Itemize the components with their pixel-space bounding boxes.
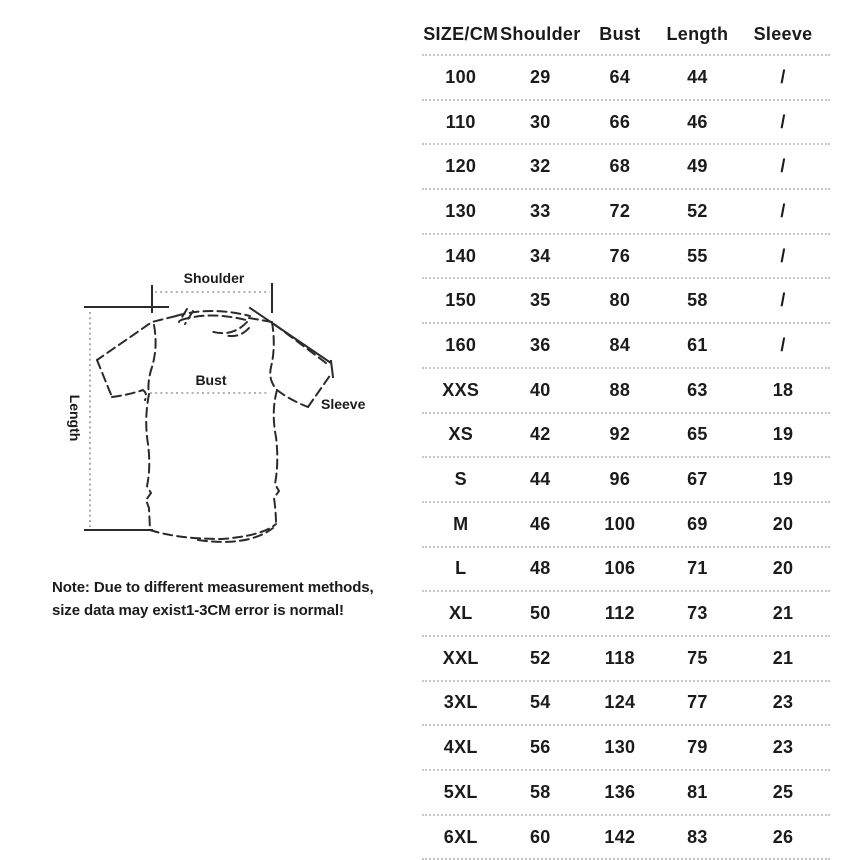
value-cell: 44 [530, 469, 551, 490]
value-cell: / [780, 334, 786, 355]
right-sleeve-bottom [277, 390, 308, 407]
collar-front-dip [210, 322, 247, 333]
value-cell: 29 [530, 66, 551, 87]
value-cell: 68 [609, 156, 631, 177]
value-cell: 106 [604, 558, 636, 579]
value-cell: 54 [530, 692, 551, 713]
table-row [422, 682, 830, 727]
value-cell: / [780, 290, 786, 311]
value-cell: 66 [609, 111, 631, 132]
value-cell: 50 [530, 603, 551, 624]
value-cell: 55 [687, 245, 708, 266]
size-table [422, 14, 830, 860]
value-cell: 56 [530, 737, 551, 758]
value-cell: 46 [530, 513, 551, 534]
value-cell: 21 [772, 647, 794, 668]
value-cell: 26 [772, 826, 794, 847]
value-cell: 58 [530, 781, 551, 802]
size-cell: 160 [445, 334, 477, 355]
value-cell: 23 [772, 737, 794, 758]
value-cell: 64 [609, 66, 631, 87]
table-row [422, 414, 830, 459]
size-cell: XL [448, 603, 473, 624]
bust-label: Bust [195, 372, 227, 388]
table-row [422, 145, 830, 190]
header-cell-shoulder: Shoulder [500, 23, 581, 44]
value-cell: 79 [687, 737, 708, 758]
size-cell: S [454, 469, 467, 490]
value-cell: 130 [604, 737, 636, 758]
value-cell: / [780, 111, 786, 132]
left-sleeve-bottom [112, 390, 146, 400]
value-cell: 61 [687, 334, 708, 355]
value-cell: 19 [772, 424, 794, 445]
value-cell: 136 [604, 781, 636, 802]
right-body-side [274, 390, 279, 524]
size-cell: 4XL [443, 737, 478, 758]
left-body-side [146, 394, 151, 530]
value-cell: 112 [604, 603, 635, 624]
size-cell: 110 [445, 111, 476, 132]
value-cell: 81 [687, 781, 708, 802]
value-cell: / [780, 156, 786, 177]
value-cell: 142 [604, 826, 636, 847]
left-armhole-seam [148, 325, 155, 394]
measurement-note [52, 576, 412, 622]
value-cell: 42 [530, 424, 551, 445]
value-cell: 60 [530, 826, 551, 847]
table-row [422, 458, 830, 503]
value-cell: 49 [687, 156, 708, 177]
value-cell: 92 [609, 424, 631, 445]
table-row [422, 324, 830, 369]
sleeve-measure-line [250, 308, 333, 377]
table-body [422, 56, 830, 860]
hem-fold-line [198, 528, 273, 542]
size-cell: XS [448, 424, 474, 445]
table-row [422, 816, 830, 860]
table-row [422, 726, 830, 771]
collar-left-marks [179, 309, 193, 324]
value-cell: 80 [609, 290, 631, 311]
value-cell: 33 [530, 200, 551, 221]
value-cell: 88 [609, 379, 631, 400]
table-row [422, 771, 830, 816]
value-cell: 19 [772, 469, 794, 490]
value-cell: 124 [604, 692, 636, 713]
tshirt-outline [97, 309, 331, 542]
value-cell: 76 [609, 245, 631, 266]
size-cell: M [453, 513, 469, 534]
size-cell: 140 [445, 245, 477, 266]
value-cell: 69 [687, 513, 708, 534]
value-cell: 75 [687, 647, 708, 668]
value-cell: 20 [772, 513, 794, 534]
value-cell: 58 [687, 290, 708, 311]
size-cell: 130 [445, 200, 477, 221]
value-cell: 52 [687, 200, 708, 221]
value-cell: 118 [604, 647, 635, 668]
value-cell: 30 [530, 111, 551, 132]
table-row [422, 592, 830, 637]
value-cell: / [780, 200, 786, 221]
value-cell: 73 [687, 603, 708, 624]
value-cell: 96 [609, 469, 631, 490]
value-cell: 83 [687, 826, 708, 847]
header-cell-length: Length [666, 23, 729, 44]
value-cell: 35 [530, 290, 551, 311]
value-cell: 71 [687, 558, 708, 579]
table-row [422, 190, 830, 235]
value-cell: 34 [530, 245, 551, 266]
size-cell: 6XL [443, 826, 478, 847]
value-cell: 23 [772, 692, 794, 713]
value-cell: 77 [687, 692, 708, 713]
value-cell: 36 [530, 334, 551, 355]
value-cell: / [780, 245, 786, 266]
table-row [422, 637, 830, 682]
value-cell: 52 [530, 647, 551, 668]
table-row [422, 503, 830, 548]
value-cell: 44 [687, 66, 708, 87]
table-row [422, 369, 830, 414]
table-row [422, 101, 830, 146]
value-cell: 84 [609, 334, 631, 355]
length-label: Length [67, 394, 83, 442]
value-cell: 32 [530, 156, 551, 177]
header-cell-bust: Bust [599, 23, 641, 44]
value-cell: / [780, 66, 786, 87]
shoulder-label: Shoulder [183, 270, 245, 286]
value-cell: 100 [604, 513, 636, 534]
left-shoulder-seam [97, 316, 176, 360]
size-cell: 120 [445, 156, 477, 177]
size-cell: XXL [442, 647, 479, 668]
value-cell: 46 [687, 111, 708, 132]
table-row [422, 56, 830, 101]
right-armhole-seam [270, 322, 277, 390]
value-cell: 48 [530, 558, 551, 579]
value-cell: 63 [687, 379, 708, 400]
size-cell: 5XL [443, 781, 478, 802]
size-cell: L [455, 558, 467, 579]
note-line-1: Note: Due to different measurement methods, [52, 579, 374, 596]
table-row [422, 279, 830, 324]
table-header-row [422, 14, 830, 56]
size-cell: 150 [445, 290, 477, 311]
size-cell: 100 [445, 66, 477, 87]
value-cell: 65 [687, 424, 708, 445]
sleeve-label: Sleeve [321, 396, 366, 412]
left-sleeve-cuff [97, 360, 112, 397]
table-row [422, 235, 830, 280]
value-cell: 67 [687, 469, 708, 490]
note-line-2: size data may exist1-3CM error is normal! [52, 602, 344, 619]
table-row [422, 548, 830, 593]
size-cell: XXS [442, 379, 480, 400]
value-cell: 72 [609, 200, 631, 221]
value-cell: 25 [772, 781, 794, 802]
header-cell-size-cm: SIZE/CM [423, 23, 499, 44]
tshirt-measurement-diagram [50, 262, 380, 552]
value-cell: 18 [772, 379, 794, 400]
value-cell: 40 [530, 379, 551, 400]
size-cell: 3XL [443, 692, 478, 713]
header-cell-sleeve: Sleeve [753, 23, 813, 44]
value-cell: 21 [772, 603, 794, 624]
value-cell: 20 [772, 558, 794, 579]
